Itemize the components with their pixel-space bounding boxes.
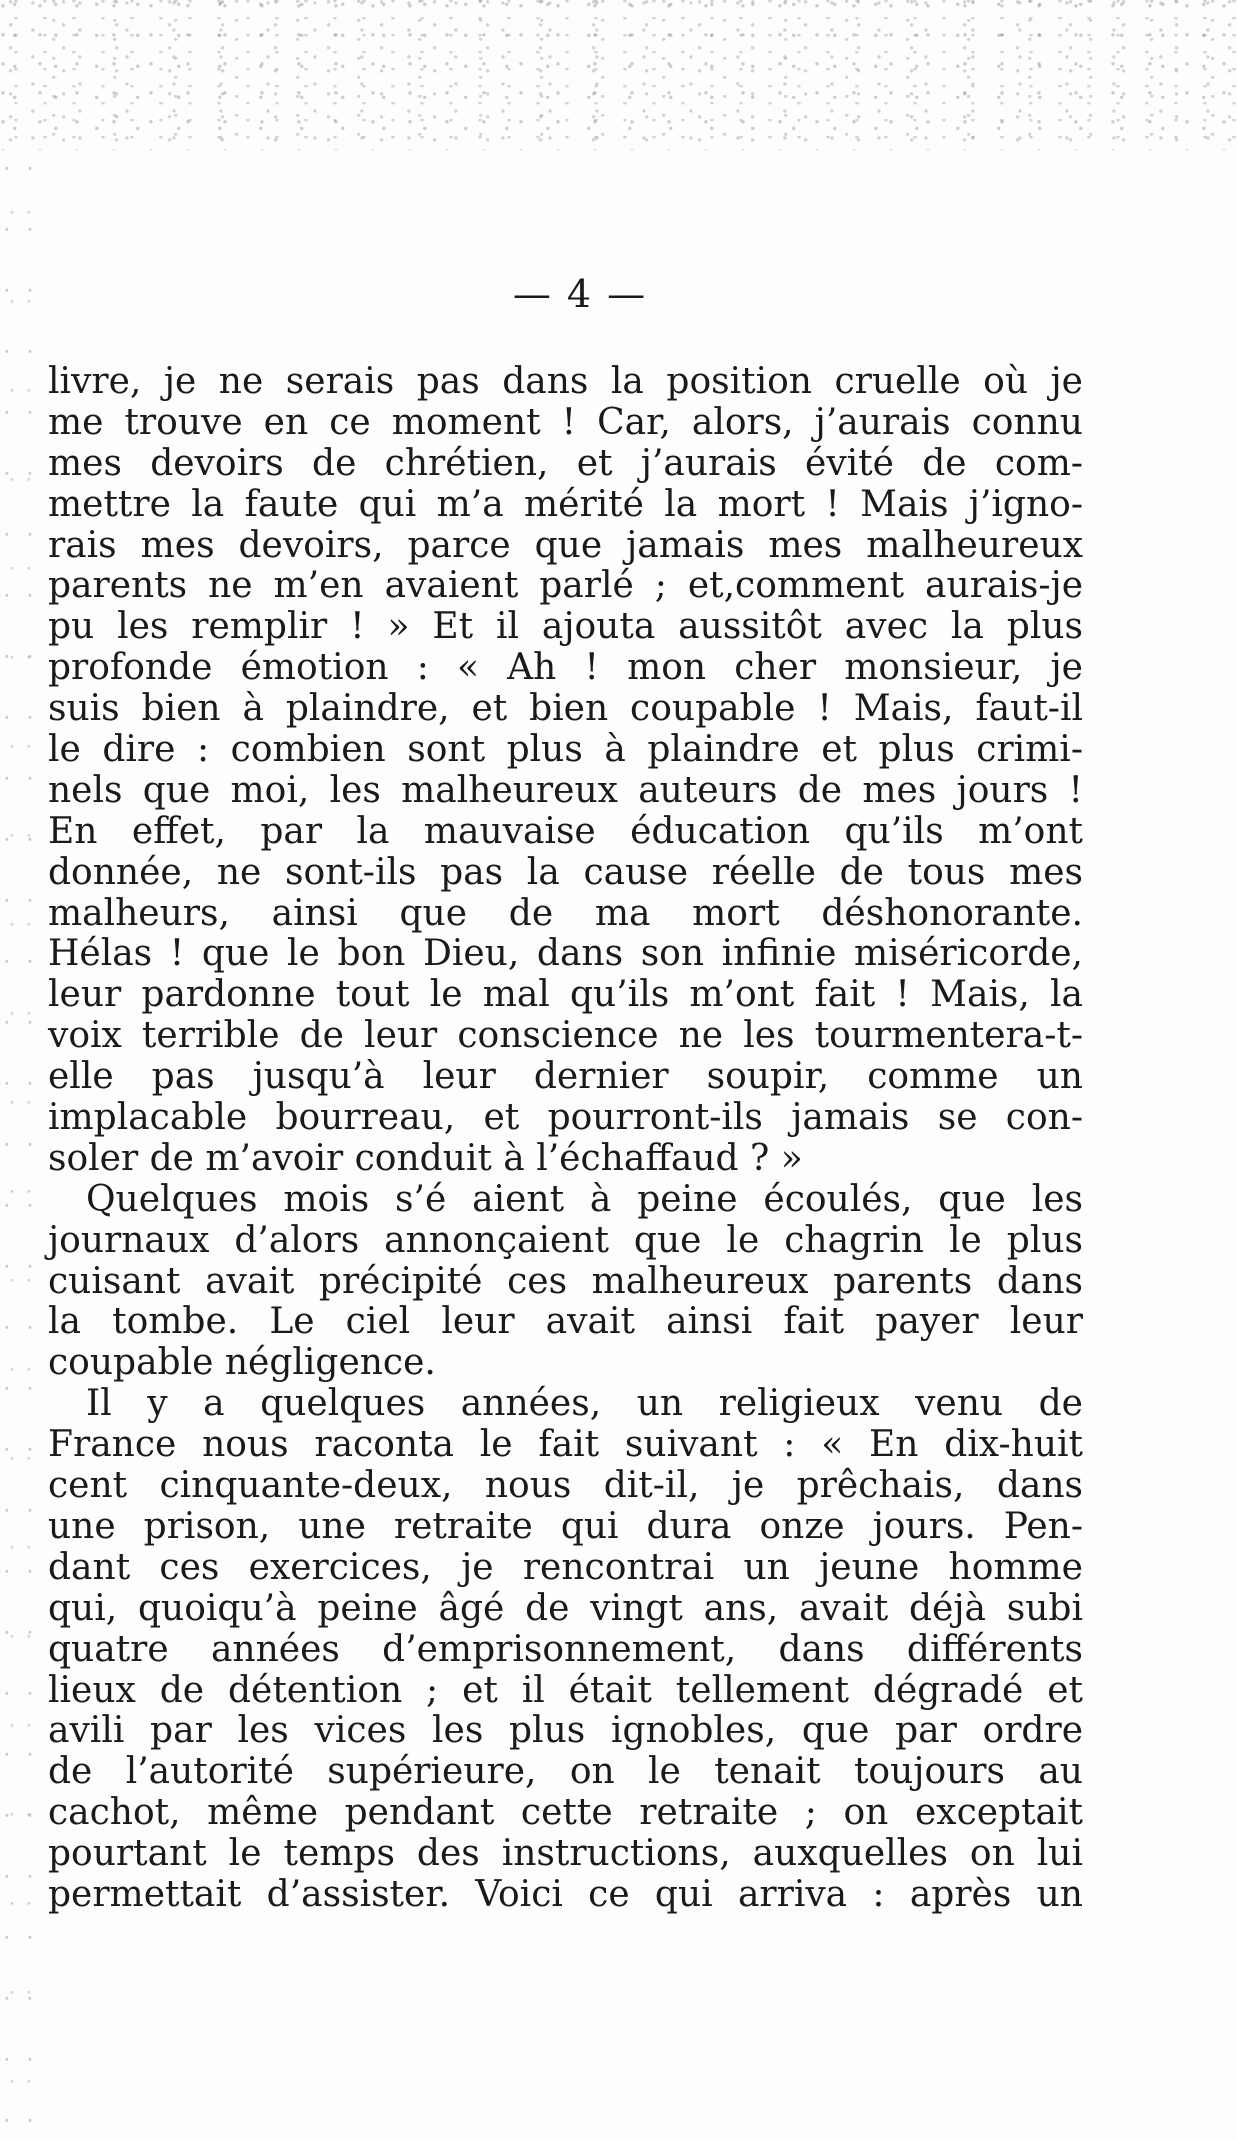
text-line: le dire : combien sont plus à plaindre et plus crimi- (48, 729, 1083, 771)
text-line: Il y a quelques années, un religieux venu de (86, 1383, 1083, 1425)
scan-noise-top (0, 0, 1237, 150)
text-line: En effet, par la mauvaise éducation qu’ils m’ont (48, 810, 1083, 852)
text-line: France nous raconta le fait suivant : « En dix-huit (48, 1424, 1083, 1466)
text-line: dant ces exercices, je rencontrai un jeune homme (48, 1546, 1083, 1588)
text-line: pourtant le temps des instructions, auxquelles on lui (48, 1833, 1083, 1875)
text-line: implacable bourreau, et pourront-ils jamais se con- (48, 1097, 1083, 1139)
text-line: permettait d’assister. Voici ce qui arriva : après un (48, 1873, 1083, 1915)
text-line: cent cinquante-deux, nous dit-il, je prêchais, dans (48, 1465, 1083, 1507)
text-line: avili par les vices les plus ignobles, que par ordre (48, 1710, 1083, 1752)
text-line: de l’autorité supérieure, on le tenait toujours au (48, 1751, 1083, 1793)
text-line: Hélas ! que le bon Dieu, dans son infinie miséricorde, (48, 933, 1083, 975)
text-line: une prison, une retraite qui dura onze jours. Pen- (48, 1505, 1083, 1547)
text-line: soler de m’avoir conduit à l’échaffaud ? » (48, 1137, 803, 1179)
text-line: parents ne m’en avaient parlé ; et,comment aurais-je (48, 565, 1083, 607)
page-number: — 4 — (512, 272, 648, 316)
text-line: pu les remplir ! » Et il ajouta aussitôt avec la plus (48, 606, 1083, 648)
text-line: lieux de détention ; et il était tellement dégradé et (48, 1669, 1083, 1711)
text-line: me trouve en ce moment ! Car, alors, j’aurais connu (48, 401, 1083, 443)
text-line: cuisant avait précipité ces malheureux parents dans (48, 1260, 1083, 1302)
text-line: donnée, ne sont-ils pas la cause réelle de tous mes (48, 851, 1083, 893)
text-line: Quelques mois s’é aient à peine écoulés, que les (86, 1178, 1083, 1220)
text-line: voix terrible de leur conscience ne les tourmentera-t- (48, 1015, 1083, 1057)
text-line: elle pas jusqu’à leur dernier soupir, comme un (48, 1056, 1083, 1098)
text-line: nels que moi, les malheureux auteurs de mes jours ! (48, 769, 1083, 811)
text-line: rais mes devoirs, parce que jamais mes malheureux (48, 524, 1083, 566)
text-line: la tombe. Le ciel leur avait ainsi fait payer leur (48, 1301, 1083, 1343)
text-line: malheurs, ainsi que de ma mort déshonorante. (48, 892, 1083, 934)
text-line: mettre la faute qui m’a mérité la mort ! Mais j’igno- (48, 483, 1083, 525)
text-line: mes devoirs de chrétien, et j’aurais évité de com- (48, 442, 1083, 484)
text-line: qui, quoiqu’à peine âgé de vingt ans, avait déjà subi (48, 1587, 1083, 1629)
text-line: leur pardonne tout le mal qu’ils m’ont fait ! Mais, la (48, 974, 1083, 1016)
text-line: suis bien à plaindre, et bien coupable ! Mais, faut-il (48, 688, 1083, 730)
text-line: coupable négligence. (48, 1342, 436, 1384)
scan-noise-left (0, 150, 40, 2140)
text-line: quatre années d’emprisonnement, dans différents (48, 1628, 1083, 1670)
body-text (48, 362, 1083, 1916)
text-line: cachot, même pendant cette retraite ; on exceptait (48, 1792, 1083, 1834)
text-line: journaux d’alors annonçaient que le chagrin le plus (48, 1219, 1083, 1261)
text-line: profonde émotion : « Ah ! mon cher monsieur, je (48, 647, 1083, 689)
text-line: livre, je ne serais pas dans la position cruelle où je (48, 361, 1083, 402)
